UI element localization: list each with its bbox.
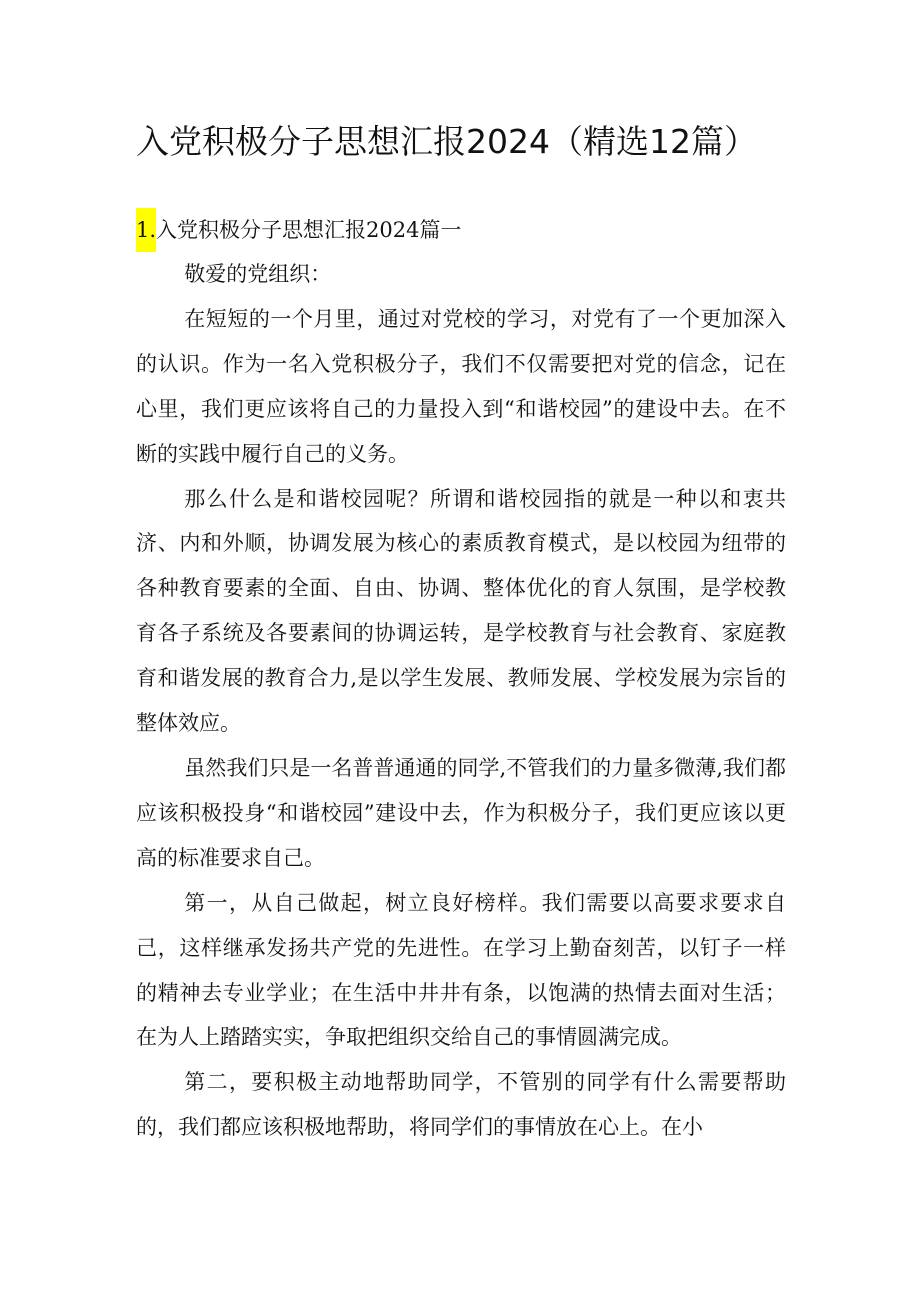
body-text	[136, 252, 786, 1150]
paragraph: 在短短的一个月里，通过对党校的学习，对党有了一个更加深入的认识。作为一名入党积极分子，我们不仅需要把对党的信念，记在心里，我们更应该将自己的力量投入到“和谐校园”的建设中去。在不断的实践中履行自己的义务。	[136, 306, 786, 466]
section-heading-text: 入党积极分子思想汇报2024篇一	[156, 218, 462, 242]
paragraph: 第一，从自己做起，树立良好榜样。我们需要以高要求要求自己，这样继承发扬共产党的先进性。在学习上勤奋刻苦，以钉子一样的精神去专业学业；在生活中井井有条，以饱满的热情去面对生活；在为人上踏踏实实，争取把组织交给自己的事情圆满完成。	[136, 890, 786, 1050]
paragraph-salutation: 敬爱的党组织：	[184, 262, 332, 286]
paragraph: 第二，要积极主动地帮助同学，不管别的同学有什么需要帮助的，我们都应该积极地帮助，将同学们的事情放在心上。在小	[136, 1070, 786, 1140]
paragraph: 虽然我们只是一名普普通通的同学,不管我们的力量多微薄,我们都应该积极投身“和谐校园”建设中去，作为积极分子，我们更应该以更高的标准要求自己。	[136, 755, 786, 870]
section-heading	[136, 208, 796, 252]
section-number: 1.	[136, 208, 156, 252]
document-title: 入党积极分子思想汇报2024（精选12篇）	[136, 122, 757, 161]
paragraph: 那么什么是和谐校园呢？所谓和谐校园指的就是一种以和衷共济、内和外顺，协调发展为核心的素质教育模式，是以校园为纽带的各种教育要素的全面、自由、协调、整体优化的育人氛围，是学校教育各子系统及各要素间的协调运转，是学校教育与社会教育、家庭教育和谐发展的教育合力,是以学生发展、教师发展、学校发展为宗旨的整体效应。	[136, 486, 786, 736]
